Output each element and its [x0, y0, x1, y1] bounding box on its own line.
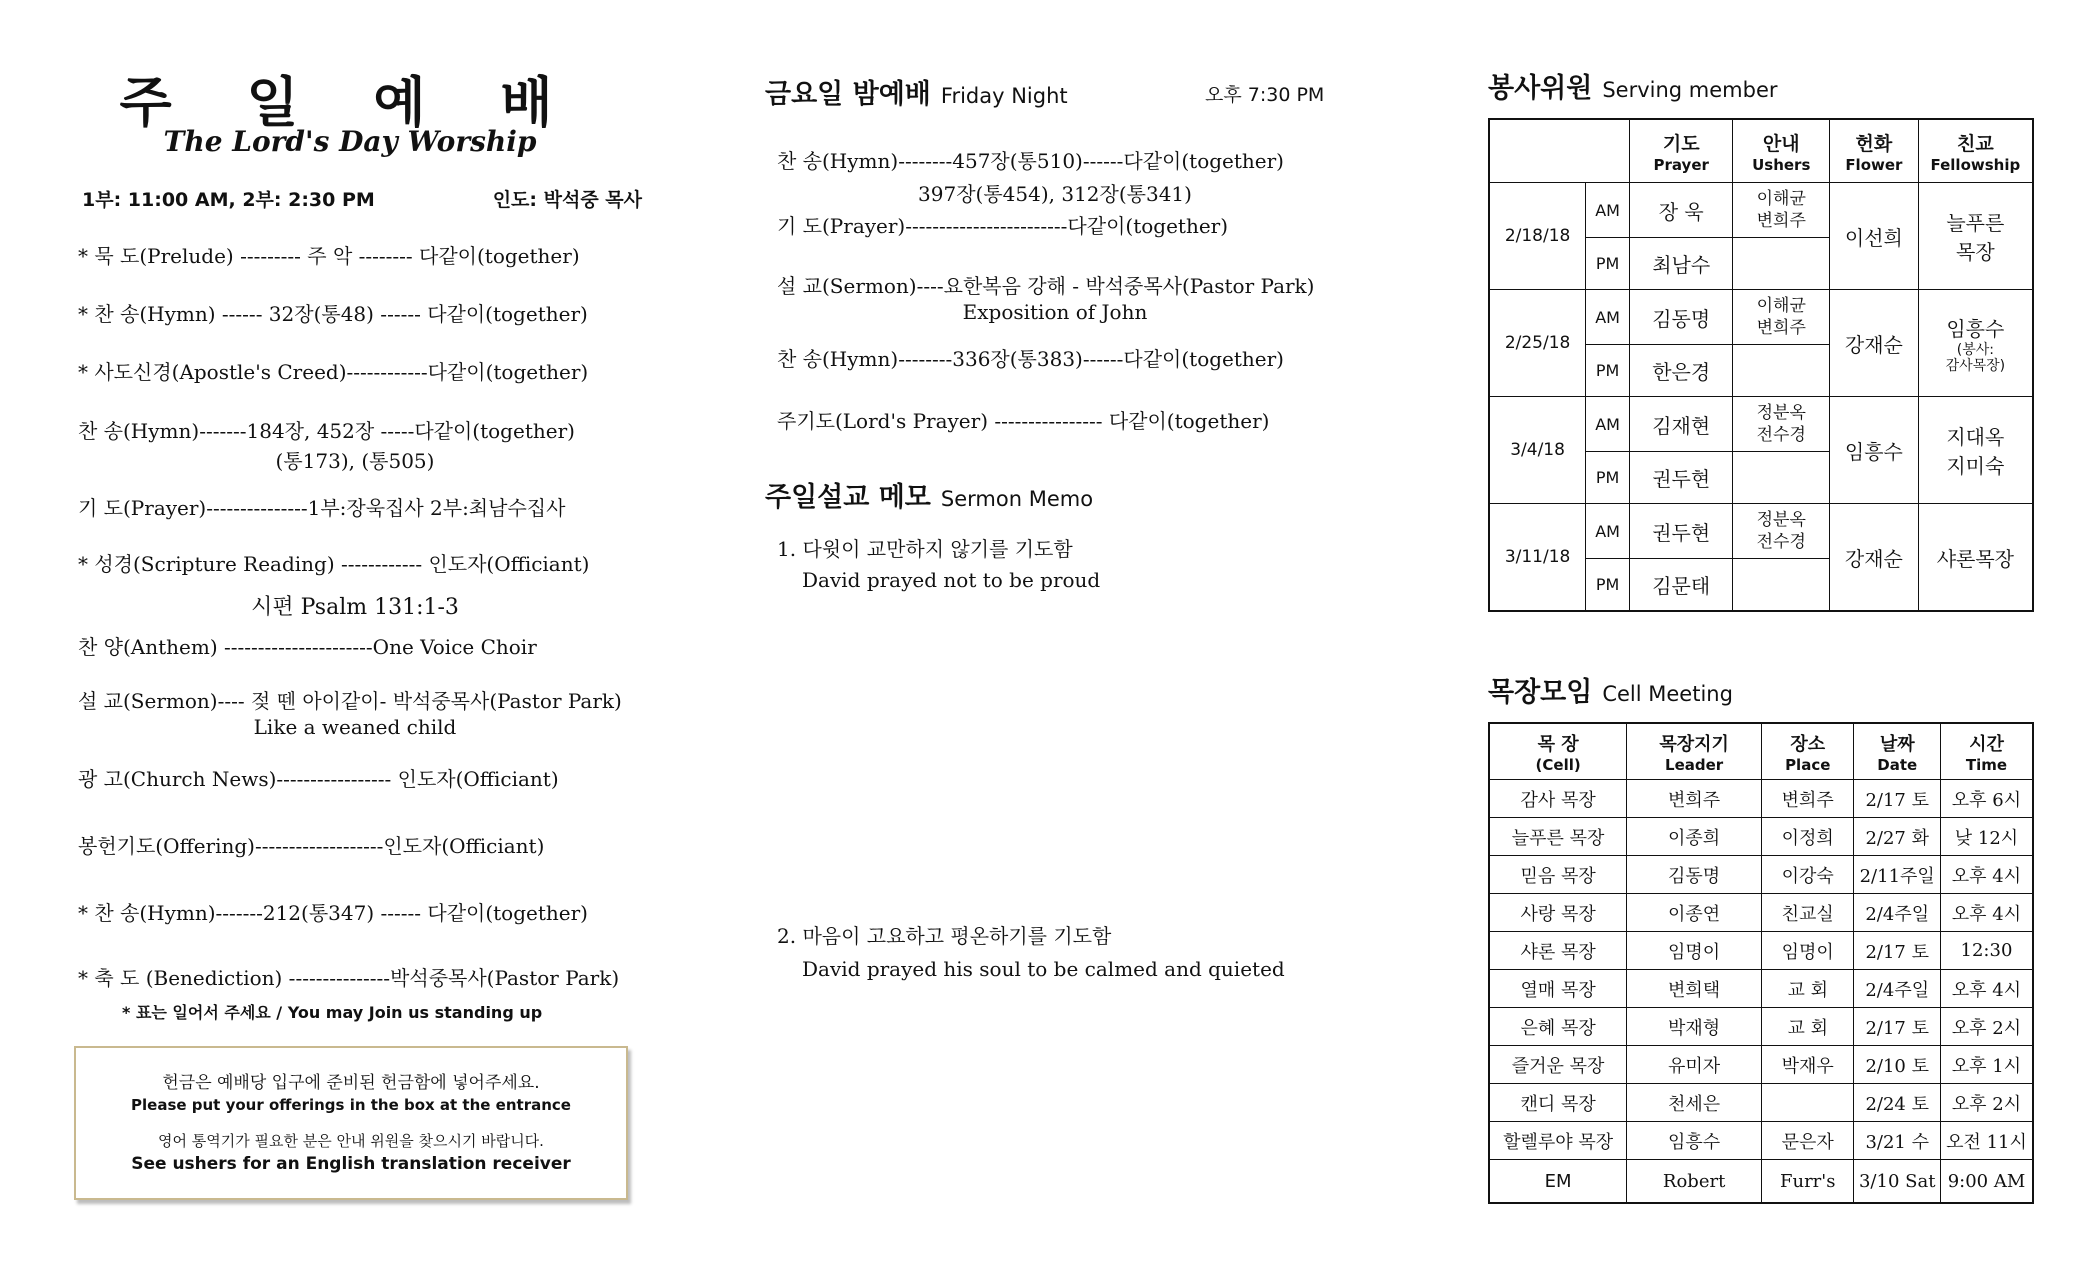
pm-prayer: 최남수: [1629, 238, 1732, 290]
scripture-reference: 시편 Psalm 131:1-3: [251, 595, 459, 620]
cell-date: 2/17 토: [1854, 932, 1940, 970]
table-row: [1489, 818, 2033, 856]
am-prayer: 김동명: [1629, 290, 1732, 345]
fellowship: 지대옥 지미숙: [1918, 397, 2033, 504]
am-label: AM: [1586, 397, 1630, 452]
cell-time: 오후 4시: [1940, 894, 2033, 932]
ushers: 이해균 변희주: [1733, 290, 1830, 345]
cell-header-row: [1489, 723, 2033, 780]
fellowship: 늘푸른 목장: [1918, 183, 2033, 290]
serving-header-blank: [1489, 119, 1629, 183]
cell-time: 9:00 AM: [1940, 1160, 2033, 1204]
offering-notice-box: [74, 1046, 628, 1200]
cell-place: [1761, 1084, 1854, 1122]
pm-label: PM: [1586, 238, 1630, 290]
flower: 이선희: [1830, 183, 1919, 290]
pm-prayer: 권두현: [1629, 452, 1732, 504]
sermon-title-english: Like a weaned child: [253, 715, 457, 739]
serving-row-am: [1489, 397, 2033, 452]
cell-leader: 유미자: [1627, 1046, 1762, 1084]
cell-place: 문은자: [1761, 1122, 1854, 1160]
cell-place: 변희주: [1761, 780, 1854, 818]
order-item-benediction: * 축 도 (Benediction) ---------------박석중목사(Pastor Park): [78, 966, 620, 990]
cell-meeting-table: [1488, 722, 2034, 1204]
friday-item-hymn-1: 찬 송(Hymn)--------457장(통510)------다같이(together): [777, 149, 1284, 173]
order-item-offering: 봉헌기도(Offering)-------------------인도자(Officiant): [78, 834, 545, 858]
serving-row-am: [1489, 290, 2033, 345]
cell-name: 할렐루야 목장: [1489, 1122, 1627, 1160]
cell-date: 2/11주일: [1854, 856, 1940, 894]
friday-title-english: Friday Night: [940, 84, 1068, 108]
ushers: 정분옥 전수경: [1733, 397, 1830, 452]
translation-notice-english: See ushers for an English translation receiver: [131, 1154, 571, 1174]
cell-leader: 변희택: [1627, 970, 1762, 1008]
order-item-hymn-1: * 찬 송(Hymn) ------ 32장(통48) ------ 다같이(together): [78, 302, 588, 326]
cell-date: 2/4주일: [1854, 970, 1940, 1008]
friday-memo-section: [765, 0, 1365, 1275]
schedule-section: [1488, 0, 2048, 1275]
table-row: [1489, 1084, 2033, 1122]
cell-date: 2/27 화: [1854, 818, 1940, 856]
order-item-anthem: 찬 양(Anthem) ----------------------One Voice Choir: [78, 635, 537, 659]
ushers-pm-empty: [1733, 452, 1830, 504]
cell-place: 이강숙: [1761, 856, 1854, 894]
friday-item-lords-prayer: 주기도(Lord's Prayer) ---------------- 다같이(together): [777, 409, 1270, 433]
serving-header-ushers: 안내 Ushers: [1733, 119, 1830, 183]
cell-header-place: 장소 Place: [1761, 723, 1854, 780]
cell-leader: Robert: [1627, 1160, 1762, 1204]
cell-date: 2/10 토: [1854, 1046, 1940, 1084]
am-prayer: 권두현: [1629, 504, 1732, 559]
cell-place: 이정희: [1761, 818, 1854, 856]
friday-item-sermon: 설 교(Sermon)----요한복음 강해 - 박석중목사(Pastor Park): [777, 274, 1315, 298]
ushers-pm-empty: [1733, 238, 1830, 290]
offering-notice-english: Please put your offerings in the box at the entrance: [131, 1096, 571, 1114]
friday-heading: [765, 72, 1068, 111]
memo-title-korean: 주일설교 메모: [765, 482, 931, 513]
cell-date: 2/17 토: [1854, 1008, 1940, 1046]
cell-name: 캔디 목장: [1489, 1084, 1627, 1122]
serving-date: 2/18/18: [1489, 183, 1586, 290]
cell-name: 샤론 목장: [1489, 932, 1627, 970]
ushers-pm-empty: [1733, 559, 1830, 612]
memo-point-1-english: David prayed not to be proud: [802, 568, 1101, 592]
fellowship: 임흥수 (봉사: 감사목장): [1918, 290, 2033, 397]
cell-time: 오후 4시: [1940, 970, 2033, 1008]
serving-header-flower: 헌화 Flower: [1830, 119, 1919, 183]
worship-title-korean: 주 일 예 배: [119, 71, 581, 134]
worship-title-english: The Lord's Day Worship: [163, 125, 537, 158]
cell-header-date: 날짜 Date: [1854, 723, 1940, 780]
flower: 임흥수: [1830, 397, 1919, 504]
friday-item-prayer: 기 도(Prayer)------------------------다같이(together): [777, 214, 1229, 238]
cell-time: 오후 2시: [1940, 1084, 2033, 1122]
memo-point-2-korean: 2. 마음이 고요하고 평온하기를 기도함: [777, 924, 1112, 948]
cell-time: 오후 1시: [1940, 1046, 2033, 1084]
serving-header-fellowship: 친교 Fellowship: [1918, 119, 2033, 183]
cell-name: 은혜 목장: [1489, 1008, 1627, 1046]
cell-name: 믿음 목장: [1489, 856, 1627, 894]
service-times-row: [82, 185, 642, 212]
order-item-prayer: 기 도(Prayer)---------------1부:장욱집사 2부:최남수집사: [78, 496, 566, 520]
friday-sermon-title-english: Exposition of John: [962, 300, 1148, 324]
table-row: [1489, 780, 2033, 818]
cell-header-time: 시간 Time: [1940, 723, 2033, 780]
cell-place: 교 회: [1761, 970, 1854, 1008]
memo-point-1-korean: 1. 다윗이 교만하지 않기를 기도함: [777, 537, 1073, 561]
cell-date: 2/17 토: [1854, 780, 1940, 818]
pm-label: PM: [1586, 452, 1630, 504]
cell-leader: 박재형: [1627, 1008, 1762, 1046]
friday-item-hymn-2: 찬 송(Hymn)--------336장(통383)------다같이(together): [777, 347, 1284, 371]
cell-leader: 이종희: [1627, 818, 1762, 856]
cell-name: EM: [1489, 1160, 1627, 1204]
service-leader: 인도: 박석중 목사: [492, 189, 642, 211]
cell-time: 오전 11시: [1940, 1122, 2033, 1160]
friday-title-korean: 금요일 밤예배: [765, 79, 931, 110]
flower: 강재순: [1830, 290, 1919, 397]
am-prayer: 장 욱: [1629, 183, 1732, 238]
serving-date: 2/25/18: [1489, 290, 1586, 397]
cell-leader: 천세은: [1627, 1084, 1762, 1122]
cell-header-cell: 목 장 (Cell): [1489, 723, 1627, 780]
friday-time: 오후 7:30 PM: [1205, 84, 1325, 106]
cell-name: 사랑 목장: [1489, 894, 1627, 932]
serving-date: 3/11/18: [1489, 504, 1586, 612]
cell-leader: 변희주: [1627, 780, 1762, 818]
order-item-sermon: 설 교(Sermon)---- 젖 뗀 아이같이- 박석중목사(Pastor Park): [78, 689, 622, 713]
cell-title-english: Cell Meeting: [1602, 682, 1733, 706]
serving-title-english: Serving member: [1602, 78, 1778, 102]
cell-date: 2/4주일: [1854, 894, 1940, 932]
order-item-hymn-2-old-numbers: (통173), (통505): [275, 449, 435, 473]
cell-date: 3/10 Sat: [1854, 1160, 1940, 1204]
cell-name: 늘푸른 목장: [1489, 818, 1627, 856]
serving-header-prayer: 기도 Prayer: [1629, 119, 1732, 183]
order-item-hymn-3: * 찬 송(Hymn)-------212(통347) ------ 다같이(together): [78, 901, 588, 925]
serving-table: [1488, 118, 2034, 612]
cell-leader: 이종연: [1627, 894, 1762, 932]
serving-date: 3/4/18: [1489, 397, 1586, 504]
worship-section: [70, 0, 645, 1275]
table-row: [1489, 894, 2033, 932]
cell-time: 오후 2시: [1940, 1008, 2033, 1046]
table-row: [1489, 1122, 2033, 1160]
table-row: [1489, 1160, 2033, 1204]
order-item-hymn-2: 찬 송(Hymn)-------184장, 452장 -----다같이(together): [78, 419, 575, 443]
am-label: AM: [1586, 290, 1630, 345]
cell-place: Furr's: [1761, 1160, 1854, 1204]
cell-place: 교 회: [1761, 1008, 1854, 1046]
cell-heading: [1488, 670, 1733, 709]
standing-note: * 표는 일어서 주세요 / You may Join us standing up: [122, 1003, 543, 1022]
serving-header-row: [1489, 119, 2033, 183]
serving-heading: [1488, 66, 1778, 105]
cell-leader: 임명이: [1627, 932, 1762, 970]
cell-place: 임명이: [1761, 932, 1854, 970]
flower: 강재순: [1830, 504, 1919, 612]
cell-time: 낮 12시: [1940, 818, 2033, 856]
serving-row-am: [1489, 504, 2033, 559]
memo-title-english: Sermon Memo: [940, 487, 1094, 511]
am-label: AM: [1586, 504, 1630, 559]
cell-date: 2/24 토: [1854, 1084, 1940, 1122]
cell-date: 3/21 수: [1854, 1122, 1940, 1160]
am-label: AM: [1586, 183, 1630, 238]
pm-label: PM: [1586, 559, 1630, 612]
translation-notice-korean: 영어 통역기가 필요한 분은 안내 위원을 찾으시기 바랍니다.: [158, 1132, 544, 1150]
table-row: [1489, 970, 2033, 1008]
order-item-scripture: * 성경(Scripture Reading) ------------ 인도자(Officiant): [78, 552, 590, 576]
memo-point-2-english: David prayed his soul to be calmed and quieted: [802, 957, 1285, 981]
cell-header-leader: 목장지기 Leader: [1627, 723, 1762, 780]
order-item-prelude: * 묵 도(Prelude) --------- 주 악 -------- 다같이(together): [78, 244, 580, 268]
cell-time: 오후 4시: [1940, 856, 2033, 894]
fellowship: 샤론목장: [1918, 504, 2033, 612]
order-item-church-news: 광 고(Church News)----------------- 인도자(Officiant): [78, 767, 559, 791]
cell-time: 12:30: [1940, 932, 2033, 970]
serving-row-am: [1489, 183, 2033, 238]
cell-title-korean: 목장모임: [1488, 677, 1593, 708]
serving-title-korean: 봉사위원: [1488, 73, 1593, 104]
cell-leader: 임흥수: [1627, 1122, 1762, 1160]
table-row: [1489, 1046, 2033, 1084]
cell-name: 즐거운 목장: [1489, 1046, 1627, 1084]
table-row: [1489, 856, 2033, 894]
ushers: 이해균 변희주: [1733, 183, 1830, 238]
table-row: [1489, 932, 2033, 970]
offering-notice-korean: 헌금은 예배당 입구에 준비된 헌금함에 넣어주세요.: [162, 1073, 540, 1093]
am-prayer: 김재현: [1629, 397, 1732, 452]
cell-name: 열매 목장: [1489, 970, 1627, 1008]
cell-name: 감사 목장: [1489, 780, 1627, 818]
order-item-apostles-creed: * 사도신경(Apostle's Creed)------------다같이(together): [78, 360, 589, 384]
cell-table-body: [1489, 780, 2033, 1204]
pm-prayer: 김문태: [1629, 559, 1732, 612]
cell-place: 친교실: [1761, 894, 1854, 932]
cell-leader: 김동명: [1627, 856, 1762, 894]
cell-place: 박재우: [1761, 1046, 1854, 1084]
friday-item-hymn-1-alt: 397장(통454), 312장(통341): [918, 182, 1192, 206]
service-times: 1부: 11:00 AM, 2부: 2:30 PM: [82, 189, 375, 211]
pm-prayer: 한은경: [1629, 345, 1732, 397]
cell-time: 오후 6시: [1940, 780, 2033, 818]
ushers: 정분옥 전수경: [1733, 504, 1830, 559]
table-row: [1489, 1008, 2033, 1046]
pm-label: PM: [1586, 345, 1630, 397]
ushers-pm-empty: [1733, 345, 1830, 397]
memo-heading: [765, 475, 1093, 514]
